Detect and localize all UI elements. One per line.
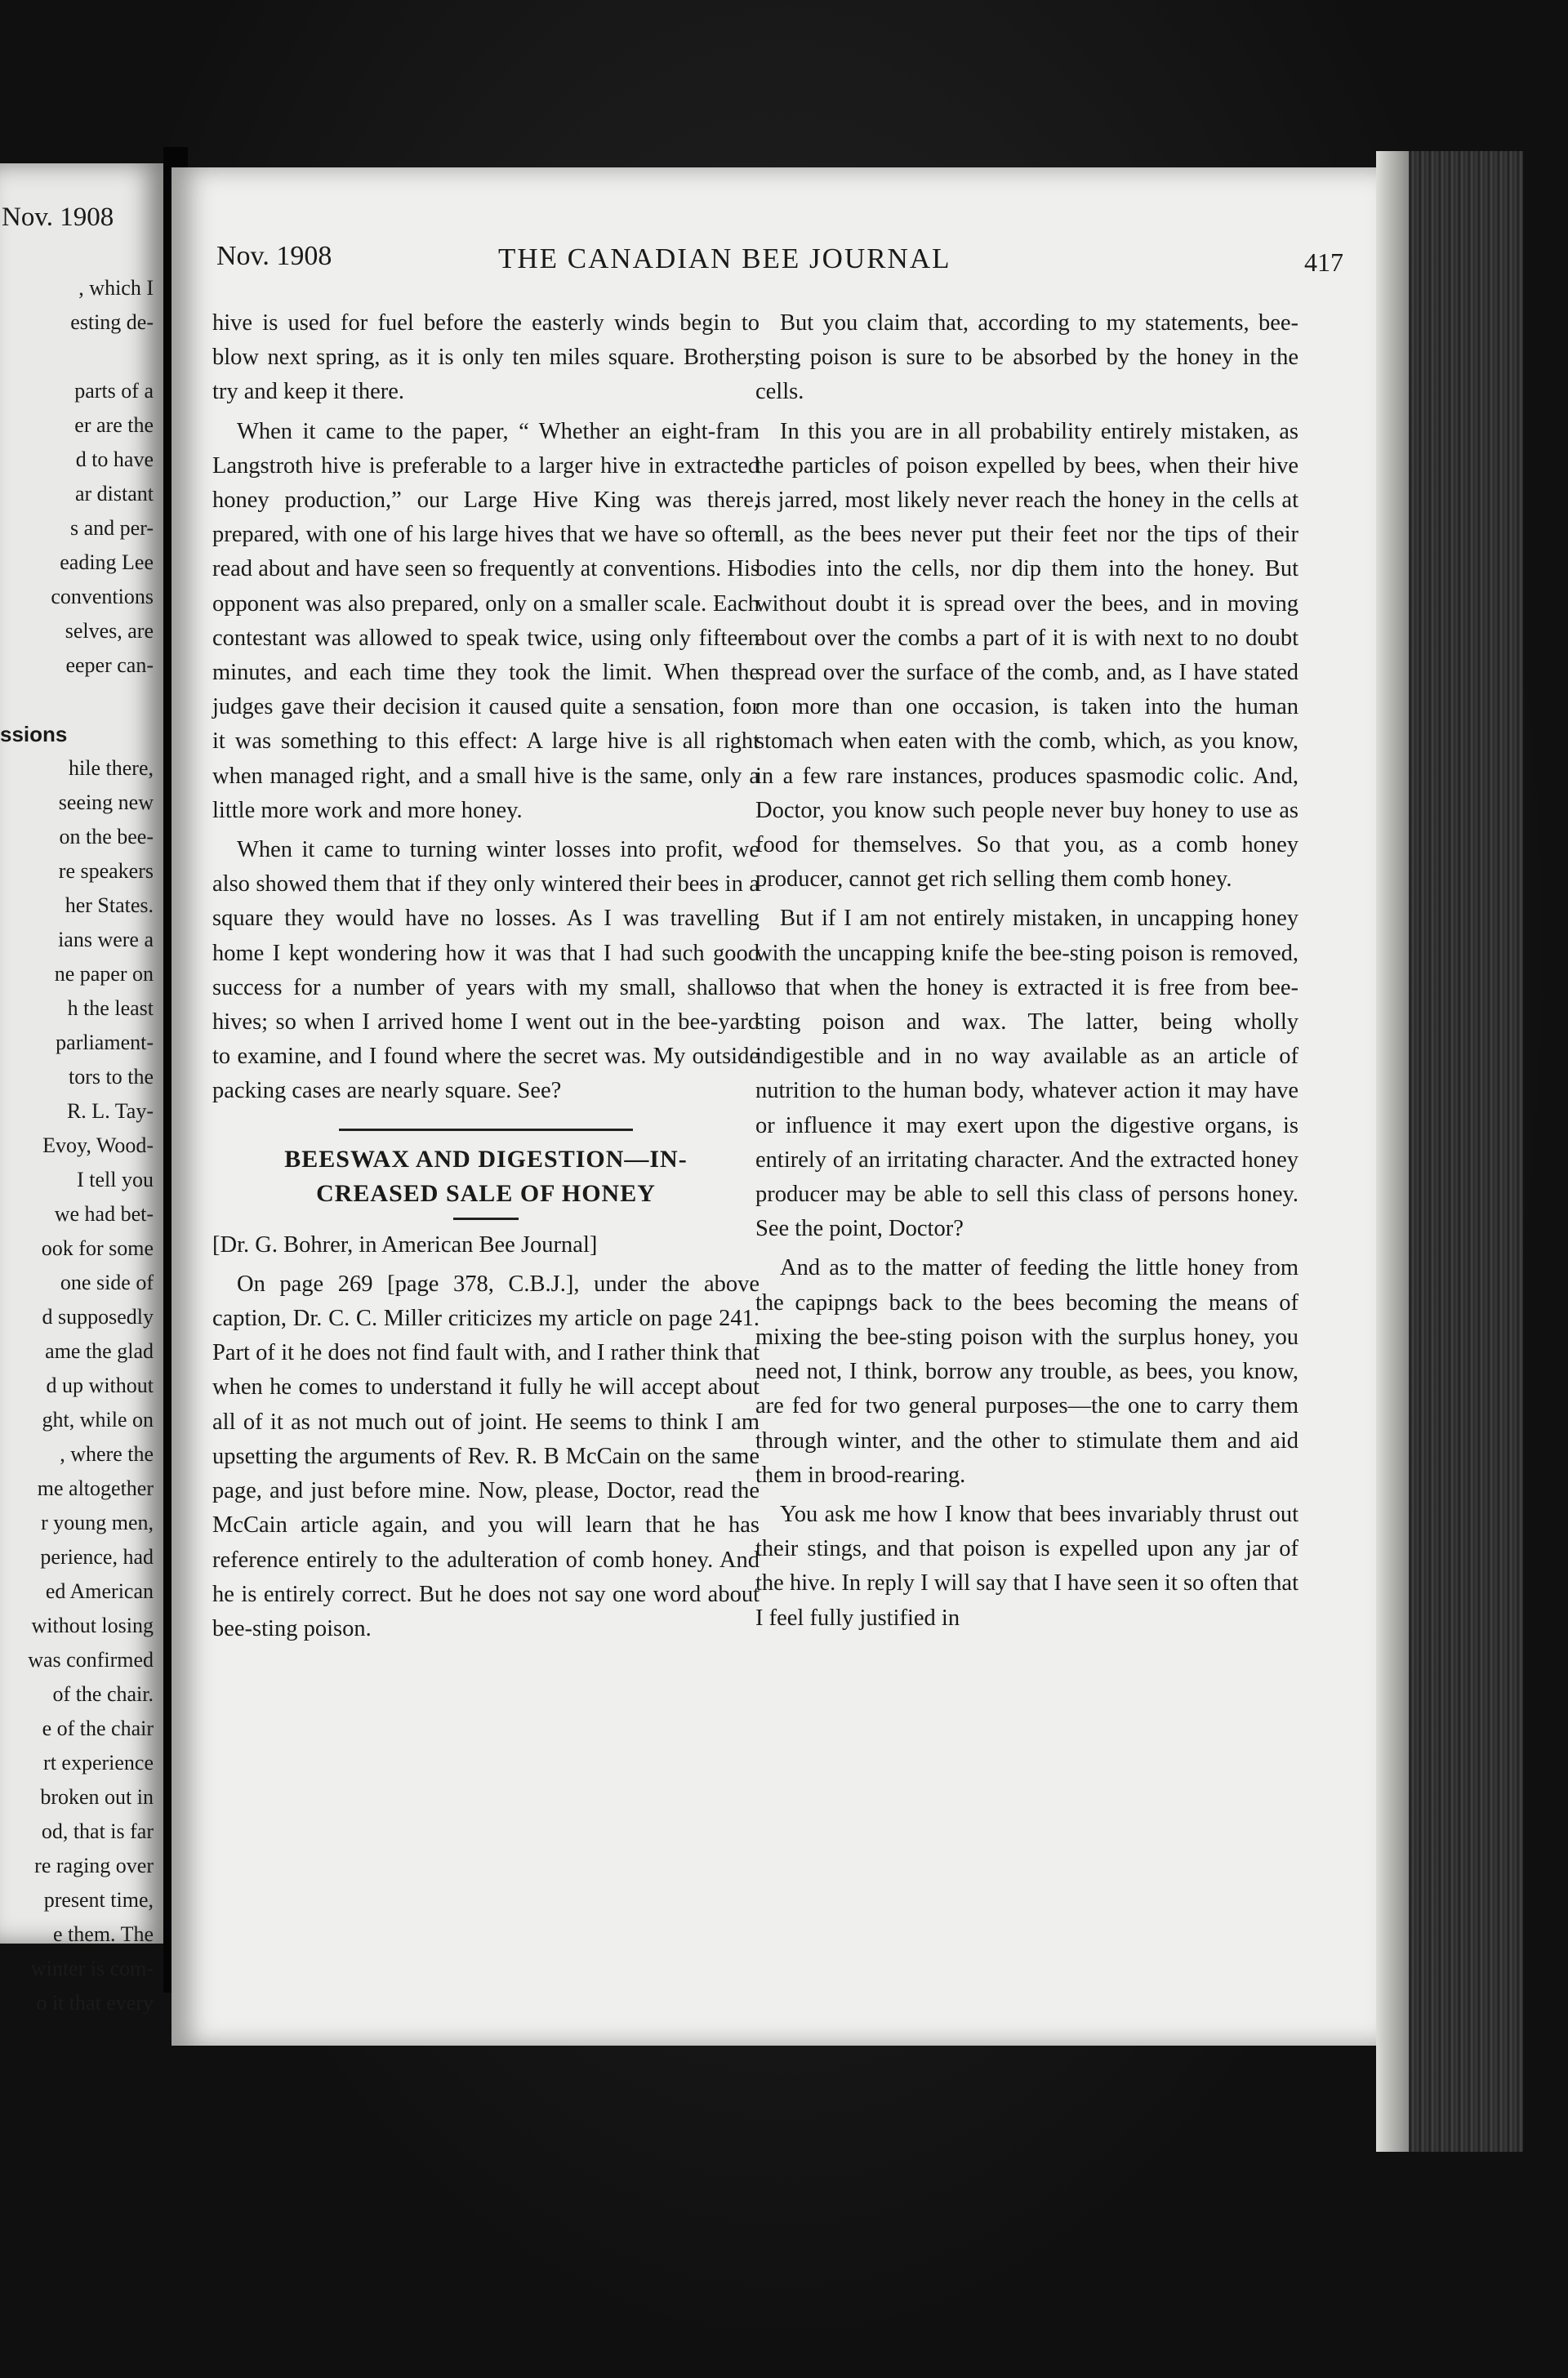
paragraph: But you claim that, according to my statements, bee-sting poison is sure to be absorbed by the honey in the cells. — [755, 310, 1298, 405]
facing-page-line: ar distant — [74, 482, 154, 505]
facing-page-line: ook for some — [41, 1236, 154, 1260]
paragraph: On page 269 [page 378, C.B.J.], under the above caption, Dr. C. C. Miller criticizes my article on page 241. Part of it he does not find fault with, and I rather think that when he comes to understand it fully he will accept about all of it as not much out of joint. He seems to think I am upsetting the arguments of Rev. R. B McCain on the same page, and just before mine. Now, please, Doctor, read the McCain article again, and you will learn that he has reference entirely to the adulteration of comb honey. And he is entirely correct. But he does not say one word about bee-sting poison. — [212, 1271, 760, 1641]
facing-page-line: one side of — [60, 1271, 154, 1294]
facing-page-text — [0, 271, 154, 2020]
paragraph: hive is used for fuel before the easterly winds begin to blow next spring, as it is only ten miles square. Brother, try and keep it there. — [212, 310, 760, 405]
facing-page-line: rt experience — [43, 1751, 154, 1775]
section-rule — [339, 1129, 633, 1131]
article-source: [Dr. G. Bohrer, in American Bee Journal] — [212, 1231, 598, 1258]
article-title-line: CREASED SALE OF HONEY — [316, 1179, 656, 1207]
facing-page-line: e of the chair — [42, 1717, 154, 1740]
facing-page-line: d up without — [46, 1374, 154, 1397]
facing-page-line: ssions — [0, 722, 68, 746]
facing-page-line: me altogether — [37, 1476, 154, 1500]
facing-page-line: on the bee- — [59, 825, 154, 848]
facing-page-line: Evoy, Wood- — [42, 1133, 154, 1157]
facing-page-line: present time, — [43, 1888, 154, 1912]
facing-page-line: eading Lee — [60, 550, 154, 574]
paragraph: In this you are in all probability entirely mistaken, as the particles of poison expelled by bees, when their hive is jarred, most likely never reach the honey in the cells at all, as the bees never put their feet nor the tips of their bodies into the cells, nor dip them into the honey. But without doubt it is spread over the bees, and in moving about over the combs a part of it is with next to no doubt spread over the surface of the comb, and, as I have stated on more than one occasion, is taken into the human stomach when eaten with the comb, which, as you know, in a few rare instances, produces spasmodic colic. And, Doctor, you know such people never buy honey to use as food for themselves. So that you, as a comb honey producer, cannot get rich selling them comb honey. — [755, 418, 1298, 893]
journal-title: THE CANADIAN BEE JOURNAL — [498, 243, 951, 274]
facing-page-line: h the least — [67, 996, 154, 1020]
left-column — [212, 306, 760, 1646]
article-title — [212, 1142, 760, 1211]
paragraph: When it came to the paper, “ Whether an eight-fram Langstroth hive is preferable to a larger hive in extracted honey production,” our Large Hive King was there, prepared, with one of his large hives that we have so often read about and have seen so frequently at conventions. His opponent was also prepared, only on a smaller scale. Each contestant was allowed to speak twice, using only fifteen minutes, and each time they took the limit. When the judges gave their decision it caused quite a sensation, for it was something to this effect: A large hive is all right when managed right, and a small hive is the same, only a little more work and more honey. — [212, 418, 760, 823]
facing-page-line: eeper can- — [65, 653, 154, 677]
issue-date: Nov. 1908 — [216, 241, 332, 271]
facing-page-header: Nov. 1908 — [2, 203, 114, 232]
facing-page-line: I tell you — [77, 1168, 154, 1191]
paragraph: When it came to turning winter losses into profit, we also showed them that if they only wintered their bees in a square they would have no losses. As I was travelling home I kept wondering how it was that I had such good success for a number of years with my small, shallow hives; so when I arrived home I went out in the bee-yard to examine, and I found where the secret was. My outside packing cases are nearly square. See? — [212, 837, 760, 1104]
paragraph: You ask me how I know that bees invariably thrust out their stings, and that poison is expelled upon any jar of the hive. In reply I will say that I have seen it so often that I feel fully justified in — [755, 1501, 1298, 1631]
facing-page-line: her States. — [65, 893, 154, 917]
facing-page-line: r young men, — [41, 1511, 154, 1534]
article-title-line: BEESWAX AND DIGESTION—IN- — [284, 1145, 688, 1173]
title-rule — [453, 1218, 519, 1220]
facing-page-line: , which I — [78, 276, 154, 300]
facing-page-line: we had bet- — [54, 1202, 154, 1226]
facing-page-line: without losing — [31, 1614, 154, 1637]
facing-page-left — [0, 163, 163, 2015]
facing-page-line: tors to the — [69, 1065, 154, 1089]
page-edge-shading — [1376, 151, 1409, 2152]
facing-page-line: re raging over — [34, 1854, 154, 1877]
facing-page-line: seeing new — [58, 790, 154, 814]
facing-page-line — [0, 683, 154, 717]
facing-page-line: selves, are — [65, 619, 154, 643]
facing-page-line: d supposedly — [42, 1305, 154, 1329]
facing-page-line: ne paper on — [54, 962, 154, 986]
facing-page-line: of the chair. — [52, 1682, 154, 1706]
facing-page-line: ght, while on — [42, 1408, 154, 1432]
facing-page-line: ame the glad — [45, 1339, 154, 1363]
facing-page-line: esting de- — [70, 310, 154, 334]
facing-page-line: , where the — [60, 1442, 154, 1466]
paragraph: And as to the matter of feeding the little honey from the capipngs back to the bees becoming the means of mixing the bee-sting poison with the surplus honey, you need not, I think, borrow any trouble, as bees, you know, are fed for two general purposes—the one to carry them through winter, and the other to stimulate them and aid them in brood-rearing. — [755, 1255, 1298, 1488]
journal-page — [172, 167, 1376, 2046]
facing-page-line: ed American — [45, 1579, 154, 1603]
facing-page-line: e them. The — [53, 1922, 154, 1946]
right-column — [755, 306, 1298, 1636]
facing-page-line — [0, 340, 154, 374]
facing-page-line: winter is com- — [30, 1957, 154, 1980]
facing-page-line: R. L. Tay- — [66, 1099, 154, 1123]
facing-page-line: was confirmed — [28, 1648, 154, 1672]
running-head — [216, 241, 1343, 290]
facing-page-line: od, that is far — [41, 1819, 154, 1843]
facing-page-line: perience, had — [40, 1545, 154, 1569]
facing-page-line: conventions — [51, 585, 154, 608]
facing-page-line: s and per- — [70, 516, 154, 540]
facing-page-line: hile there, — [69, 756, 154, 780]
facing-page-line: parts of a — [74, 379, 154, 403]
facing-page-line: re speakers — [58, 859, 154, 883]
paragraph: But if I am not entirely mistaken, in uncapping honey with the uncapping knife the bee-sting poison is removed, so that when the honey is extracted it is free from bee-sting poison and wax. The latter, being wholly indigestible and in no way available as an article of nutrition to the human body, whatever action it may have or influence it may exert upon the digestive organs, is entirely of an irritating character. And the extracted honey producer may be able to sell this class of persons honey. See the point, Doctor? — [755, 906, 1298, 1242]
page-number: 417 — [1304, 247, 1343, 277]
facing-page-line: broken out in — [40, 1785, 154, 1809]
facing-page-line: ians were a — [58, 928, 154, 951]
facing-page-line: parliament- — [56, 1031, 154, 1054]
facing-page-line: er are the — [74, 413, 154, 437]
facing-page-line: d to have — [75, 448, 154, 471]
facing-page-line: o it that every — [36, 1991, 154, 2015]
